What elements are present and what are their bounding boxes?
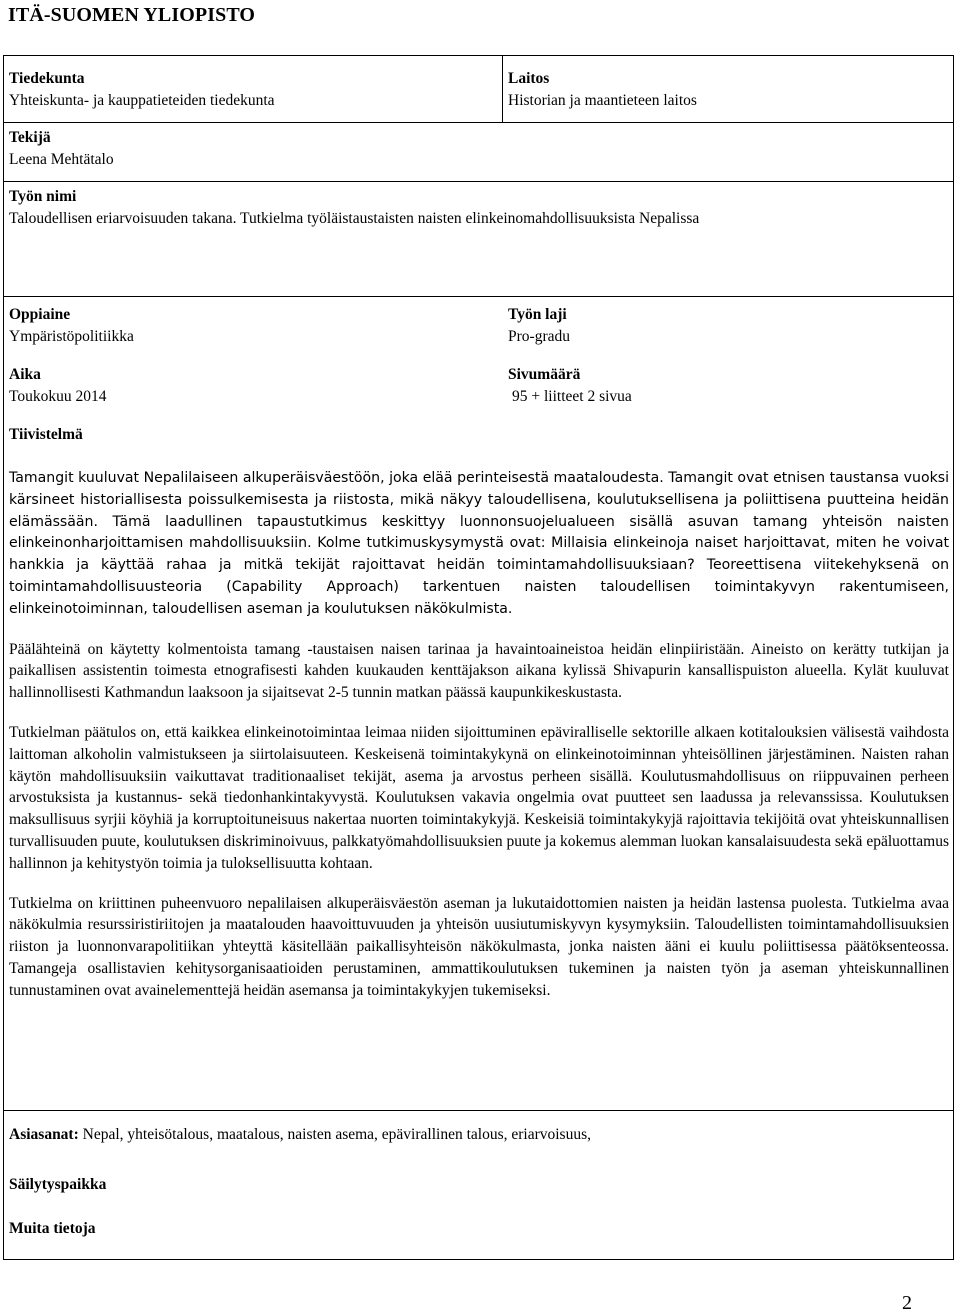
abstract-paragraph: Päälähteinä on käytetty kolmentoista tamang -taustaisen naisen tarinaa ja havaintoaineistoa heidän elinpiiristään. Aineisto on kerätty tutkijan ja paikallisen assistentin toimesta etnografisesti kahden kuukauden kenttäjakson aikana kylissä Shivapurin kansallispuiston alueella. Kylät kuuluvat hallinnollisesti Kathmandun laaksoon ja sijaitsevat 2-5 tunnin matkan päässä kaupunkikeskustasta. <box>9 640 949 702</box>
other-info-label: Muita tietoja <box>9 1220 96 1237</box>
date-field <box>9 364 107 408</box>
divider <box>4 122 953 123</box>
author-label: Tekijä <box>9 129 51 146</box>
department-label: Laitos <box>508 70 550 87</box>
university-name: ITÄ-SUOMEN YLIOPISTO <box>8 4 256 26</box>
page-number: 2 <box>902 1292 912 1314</box>
storage-label: Säilytyspaikka <box>9 1176 107 1193</box>
work-type-value: Pro-gradu <box>508 328 570 345</box>
divider <box>4 1110 953 1111</box>
column-divider <box>502 56 503 122</box>
major-label: Oppiaine <box>9 306 71 323</box>
major-value: Ympäristöpolitiikka <box>9 328 134 345</box>
faculty-field <box>9 68 275 112</box>
abstract-paragraph: Tamangit kuuluvat Nepalilaiseen alkuperäisväestöön, joka elää perinteisestä maataloudesta. Tamangit ovat etnisen taustansa vuoksi kärsineet historiallisesta poissulkemisesta ja riistosta, mikä näkyy taloudellisena, koulutuksellisena ja poliittisena puutteina heidän elämässään. Tämä laadullinen tapaustutkimus keskittyy luonnonsuojelualueen sisällä asuvan tamang yhteisön naisten elinkeinonharjoittamisen mahdollisuuksiin. Kolme tutkimuskysymystä ovat: Millaisia elinkeinoja naiset harjoittavat, miten he voivat hankkia ja käyttää rahaa ja mitkä tekijät rajoittavat heidän toimintamahdollisuuksiaan? Teoreettisena viitekehyksenä on toimintamahdollisuusteoria (Capability Approach) tarkentuen naisten taloudellisen toimintakyvyn rakentumiseen, elinkeinotoiminnan, taloudellisen aseman ja koulutuksen näkökulmista. <box>9 470 949 617</box>
thesis-title-field <box>9 186 699 230</box>
page-count-label: Sivumäärä <box>508 366 581 383</box>
abstract-label: Tiivistelmä <box>9 426 83 443</box>
work-type-label: Työn laji <box>508 306 567 323</box>
thesis-title-value: Taloudellisen eriarvoisuuden takana. Tutkielma työläistaustaisten naisten elinkeinomahdollisuuksista Nepalissa <box>9 210 700 227</box>
thesis-abstract-form <box>3 55 954 1260</box>
page-count-value: 95 + liitteet 2 sivua <box>512 388 632 405</box>
faculty-label: Tiedekunta <box>9 70 85 87</box>
divider <box>4 296 953 297</box>
abstract-paragraph: Tutkielma on kriittinen puheenvuoro nepalilaisen alkuperäisväestön aseman ja lukutaidottomien naisten ja heidän lastensa puolesta. Tutkielma avaa näkökulmia resurssiristiriitojen ja maatalouden haavoittuvuuden ja yhteisön uusiutumiskyvyn kysymyksiin. Taloudellisten toimintamahdollisuuksien riiston ja luonnonvarapolitiikan yhteyttä käsitellään paikallisyhteisön näkökulmasta, jonka naisten ääni ei kuulu poliittisessa päätöksenteossa. Tamangeja osallistavien kehitysorganisaatioiden perustaminen, ammattikoulutuksen tukeminen ja naisten työn ja aseman yhteiskunnallinen tunnustaminen ovat avainelementtejä heidän asemansa ja toimintakykyjen tukemiseksi. <box>9 894 949 999</box>
abstract-body <box>9 468 949 1020</box>
thesis-title-label: Työn nimi <box>9 188 77 205</box>
keywords-label: Asiasanat: <box>9 1126 79 1143</box>
author-field <box>9 127 114 171</box>
work-type-field <box>508 304 570 348</box>
abstract-paragraph: Tutkielman päätulos on, että kaikkea elinkeinotoimintaa leimaa niiden sijoittuminen epäviralliselle sektorille alkaen kotitalouksien välisestä vaihdosta laittoman alkoholin valmistukseen ja siirtolaisuuteen. Keskeisenä toimintakykynä on elinkeinotoiminnan yhteisöllinen järjestäminen. Naisten rahan käytön mahdollisuuksiin vaikuttavat traditionaaliset tekijät, asema ja arvostus perheen sisällä. Koulutusmahdollisuus on riippuvainen perheen arvostuksista ja kustannus- sekä tiedonhankintakyvystä. Koulutuksen vakavia ongelmia ovat puutteet sen laadussa ja relevanssissa. Koulutuksen maksullisuus syrjii köyhiä ja korruptoituneisuus nakertaa nuorten toimintakykyjä. Keskeisiä toimintakykyjä rajoittavia tekijöitä ovat yhteiskunnallisen turvallisuuden puute, koulutuksen diskriminoivuus, palkkatyömahdollisuuksien puute ja kokemus alemman luokan kansalaisuudesta sekä epäluottamus hallinnon ja kehitystyön toimia ja tuloksellisuutta kohtaan. <box>9 723 949 872</box>
divider <box>4 181 953 182</box>
keywords-value: Nepal, yhteisötalous, maatalous, naisten asema, epävirallinen talous, eriarvoisuus, <box>78 1126 591 1143</box>
page-count-field <box>508 364 632 408</box>
date-value: Toukokuu 2014 <box>9 388 107 405</box>
author-value: Leena Mehtätalo <box>9 151 114 168</box>
department-value: Historian ja maantieteen laitos <box>508 92 697 109</box>
keywords-field <box>9 1124 591 1146</box>
faculty-value: Yhteiskunta- ja kauppatieteiden tiedekunta <box>9 92 275 109</box>
department-field <box>508 68 697 112</box>
date-label: Aika <box>9 366 41 383</box>
major-field <box>9 304 134 348</box>
